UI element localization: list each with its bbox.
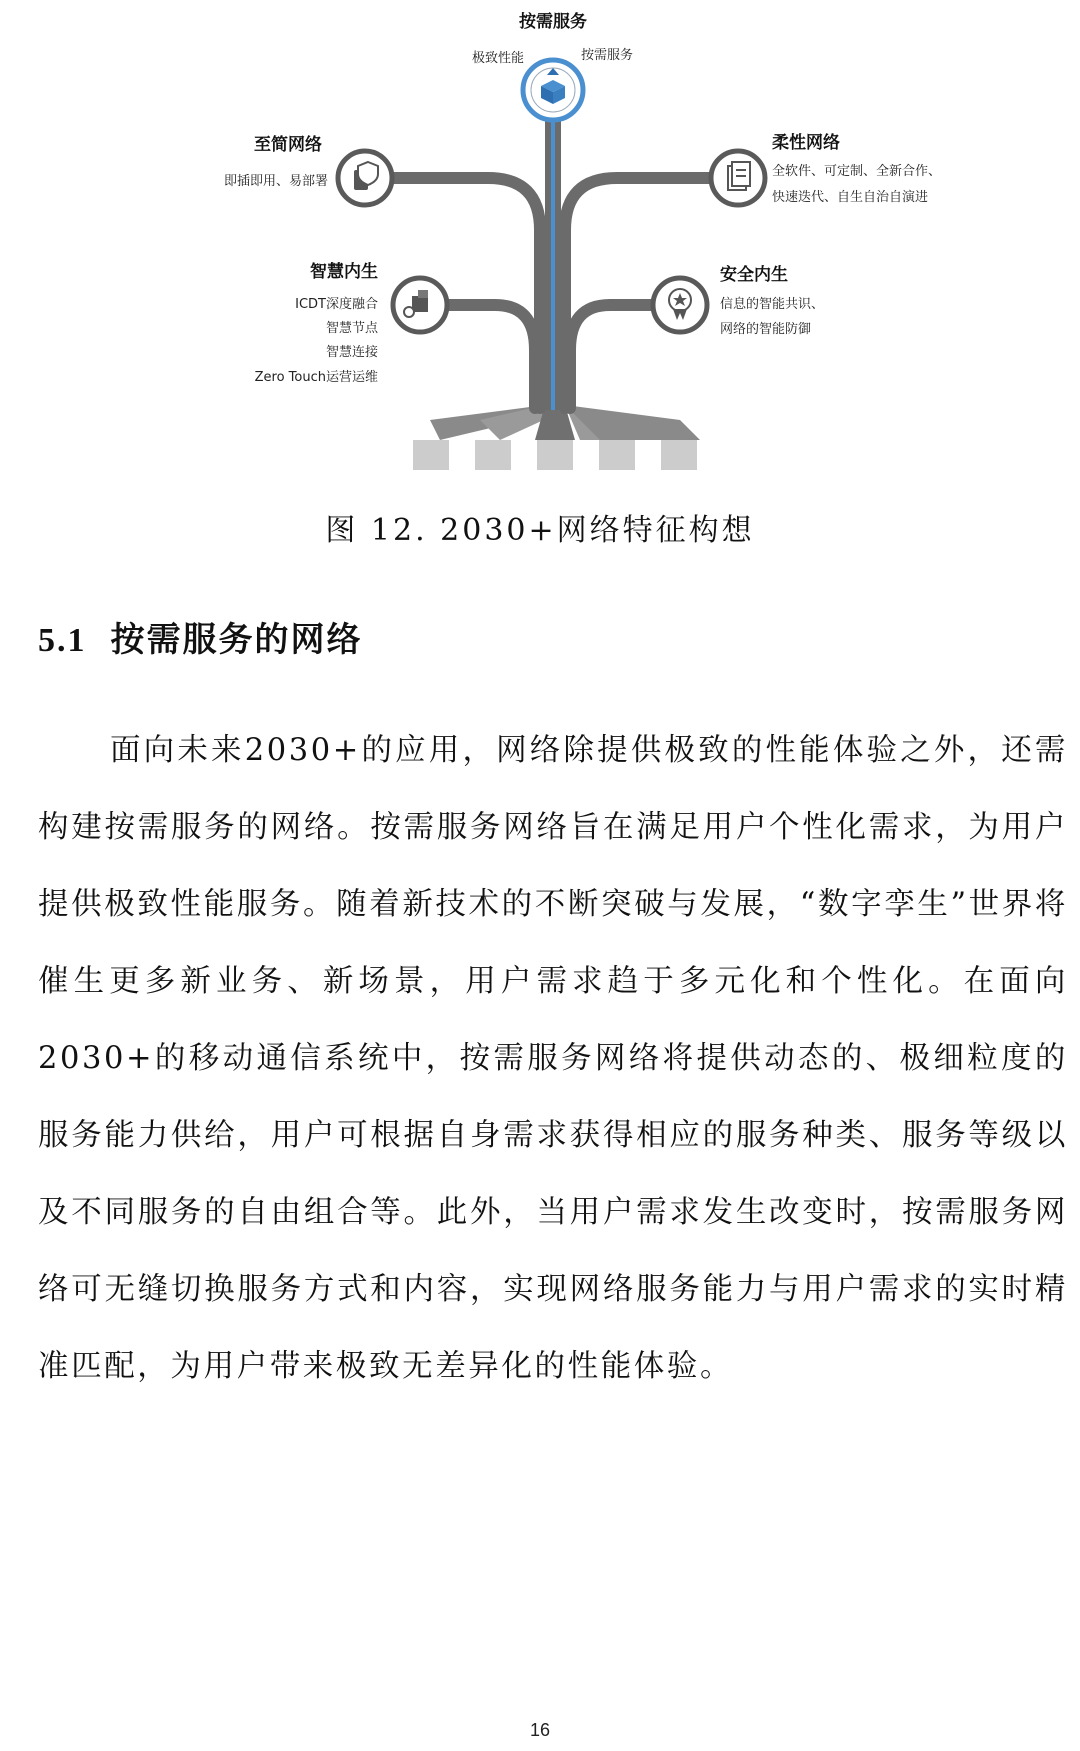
network-feature-diagram [0, 0, 1080, 500]
center-left-label: 极致性能 [471, 51, 525, 66]
upper-right-line: 快速迭代、自生自治自演进 [772, 190, 929, 205]
base-block [599, 440, 635, 470]
upper-left-line: 即插即用、易部署 [223, 174, 328, 189]
diagram-base [413, 405, 700, 470]
base-block [413, 440, 449, 470]
base-block [537, 440, 573, 470]
base-block [475, 440, 511, 470]
upper-right-labels [772, 132, 941, 205]
lower-left-line: Zero Touch运营运维 [254, 370, 378, 385]
center-node [523, 60, 583, 120]
node-upper-left [338, 151, 392, 205]
upper-right-title: 柔性网络 [772, 133, 840, 153]
lower-left-title: 智慧内生 [310, 262, 378, 282]
section-title: 按需服务的网络 [110, 620, 363, 660]
node-lower-left [393, 278, 447, 332]
lower-right-line: 网络的智能防御 [720, 322, 812, 337]
center-right-label: 按需服务 [580, 48, 634, 63]
section-number: 5.1 [38, 622, 87, 659]
center-blue-line [551, 118, 555, 410]
upper-left-labels [224, 134, 328, 189]
lower-left-line: 智慧节点 [325, 321, 378, 336]
section-heading [38, 612, 363, 661]
center-title: 按需服务 [519, 12, 587, 32]
page-number: 16 [529, 1720, 551, 1740]
node-lower-right [653, 278, 707, 332]
document-stack-icon [728, 162, 750, 190]
base-block [661, 440, 697, 470]
lower-right-line: 信息的智能共识、 [720, 297, 825, 312]
upper-left-title: 至简网络 [254, 135, 322, 155]
lower-right-title: 安全内生 [720, 265, 788, 285]
lower-left-line: ICDT深度融合 [295, 297, 378, 312]
node-upper-right [711, 151, 765, 205]
figure-caption: 图 12. 2030+网络特征构想 [325, 513, 755, 548]
lower-left-labels [255, 261, 379, 385]
body-paragraph: 面向未来2030+的应用，网络除提供极致的性能体验之外，还需构建按需服务的网络。按需服务网络旨在满足用户个性化需求，为用户提供极致性能服务。随着新技术的不断突破与发展，“数字孪生”世界将催生更多新业务、新场景，用户需求趋于多元化和个性化。在面向2030+的移动通信系统中，按需服务网络将提供动态的、极细粒度的服务能力供给，用户可根据自身需求获得相应的服务种类、服务等级以及不同服务的自由组合等。此外，当用户需求发生改变时，按需服务网络可无缝切换服务方式和内容，实现网络服务能力与用户需求的实时精准匹配，为用户带来极致无差异化的性能体验。 [38, 733, 1068, 1384]
lower-right-labels [720, 264, 824, 337]
upper-right-line: 全软件、可定制、全新合作、 [772, 164, 942, 179]
lower-left-line: 智慧连接 [325, 345, 378, 360]
